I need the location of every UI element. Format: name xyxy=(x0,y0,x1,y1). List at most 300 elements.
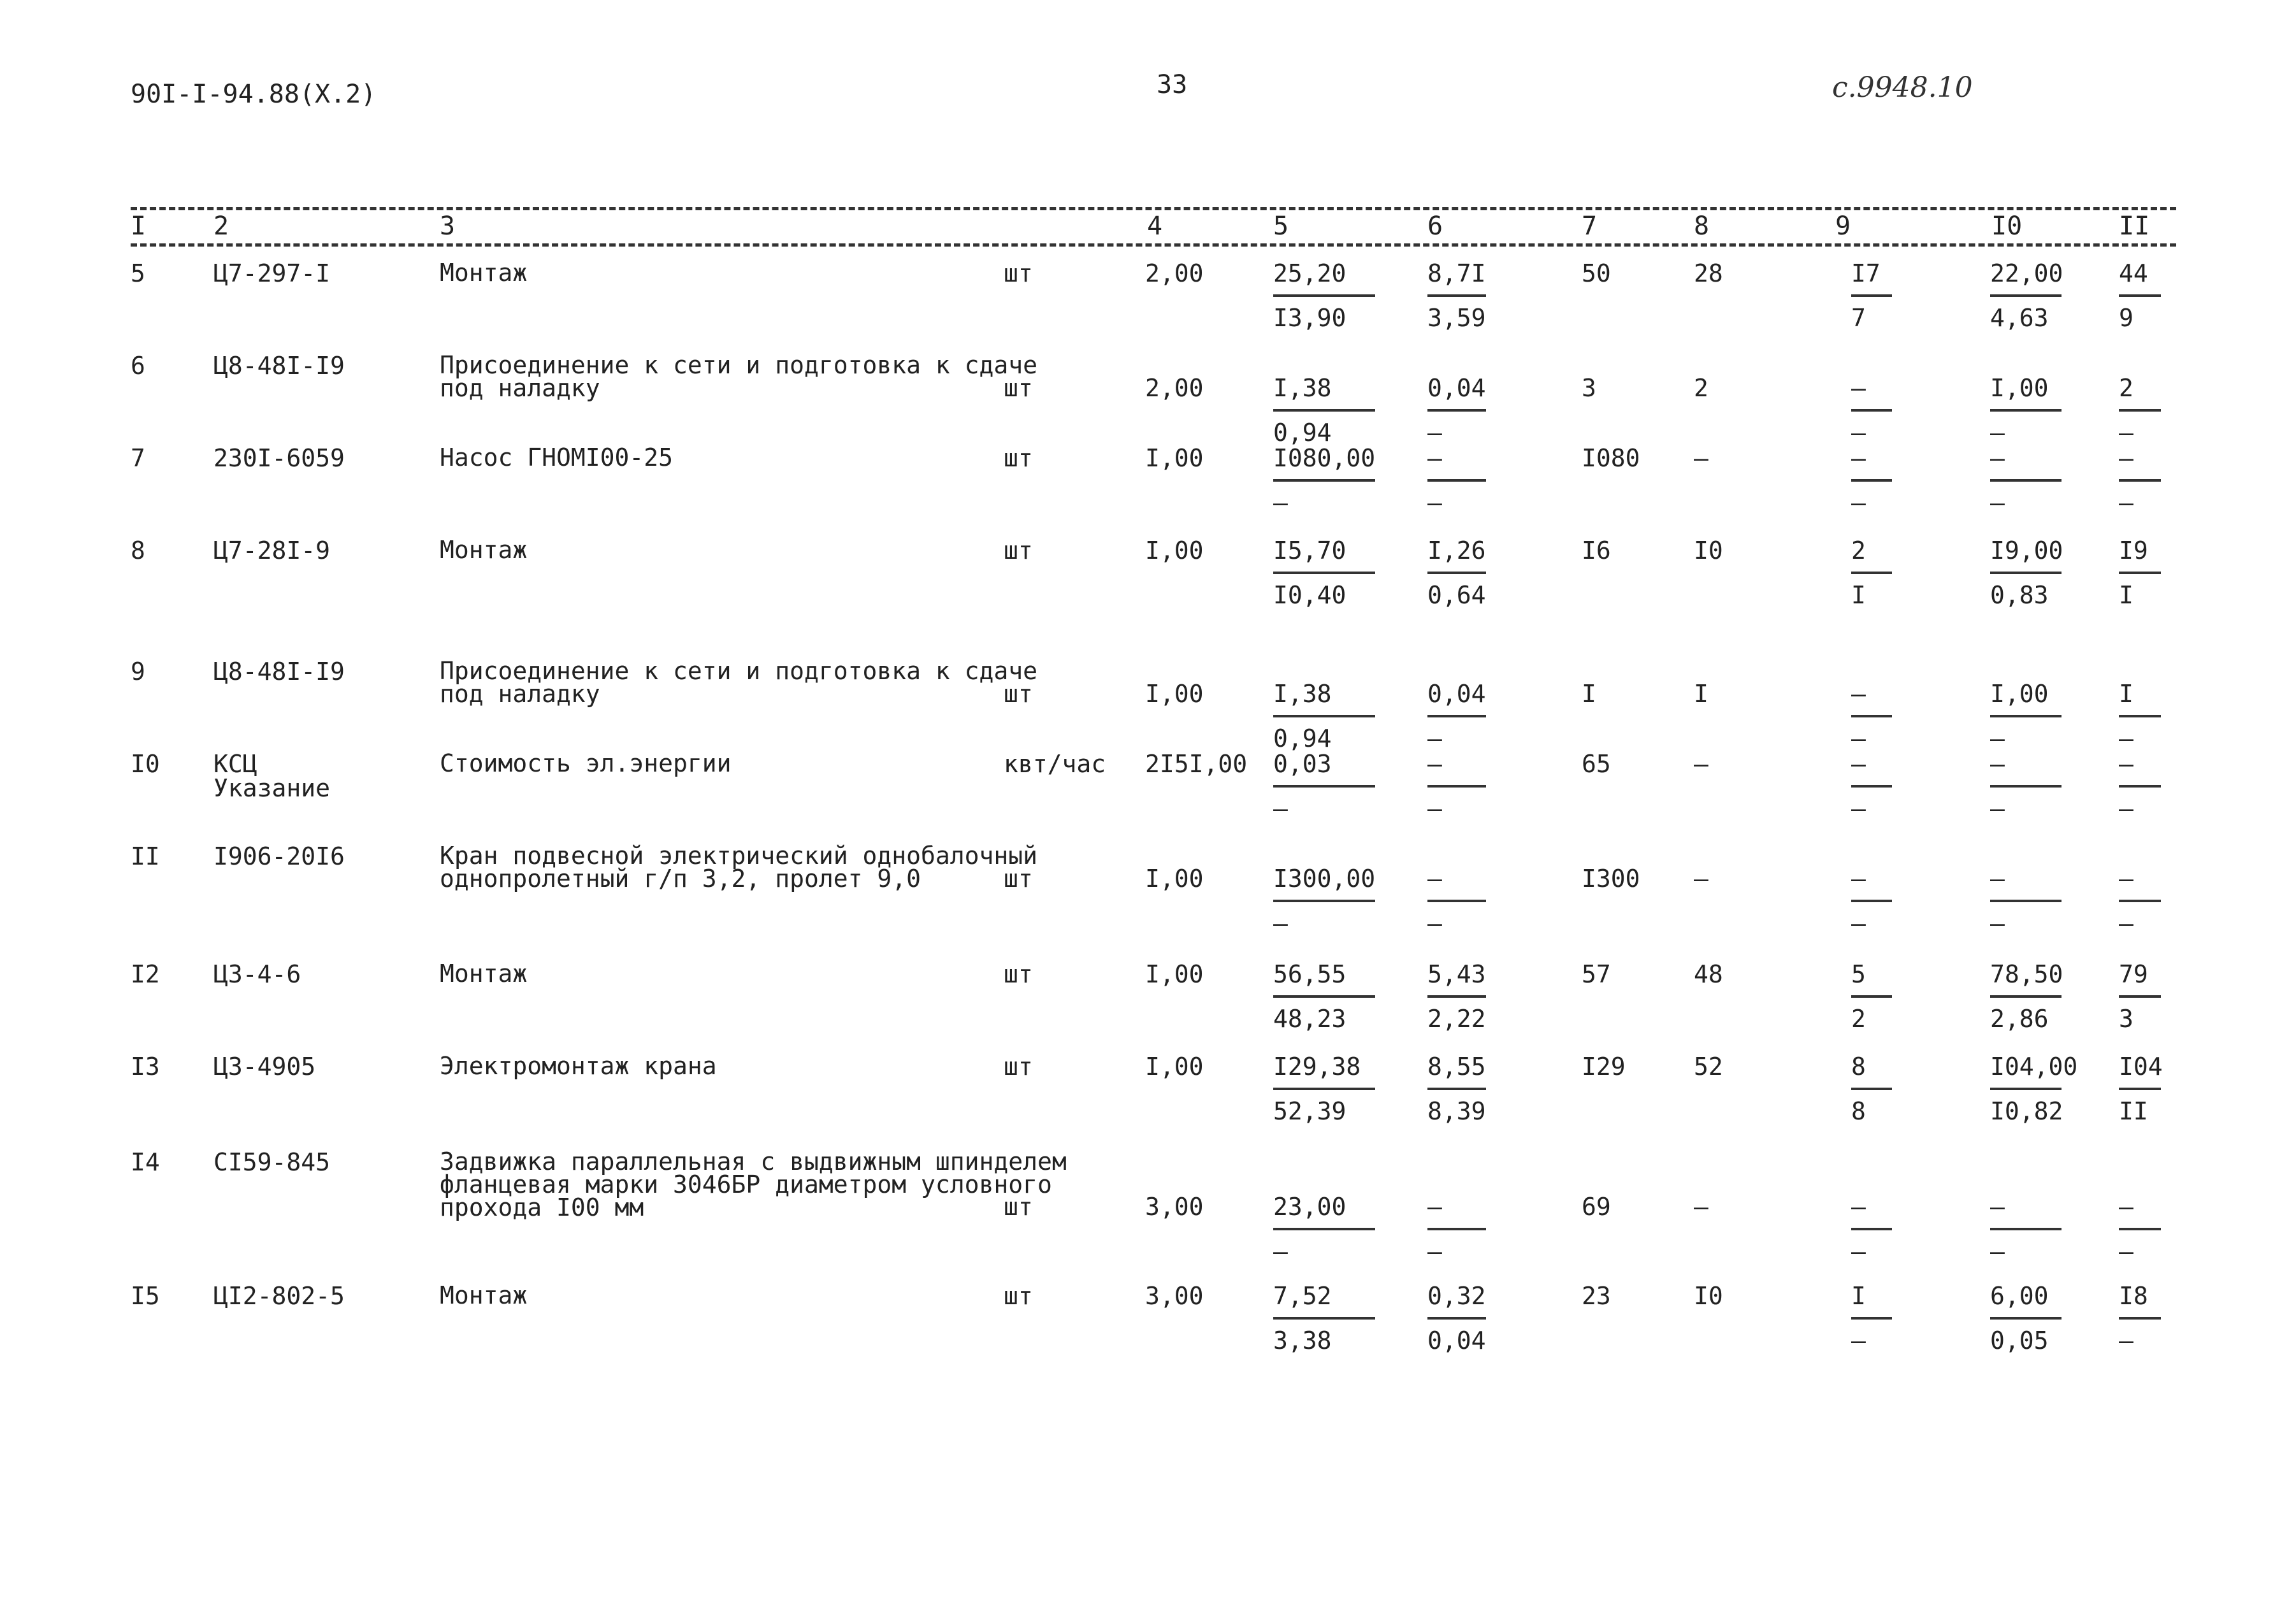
col10-value-bar xyxy=(1990,294,2061,297)
col11-value xyxy=(2119,752,2161,821)
col9-value-bar xyxy=(1851,572,1892,574)
col9-value xyxy=(1851,446,1892,515)
item-code: I906-20I6 xyxy=(213,842,345,870)
description-line: Монтаж xyxy=(440,1281,528,1309)
col6-value xyxy=(1427,1054,1486,1123)
col11-value-denominator: I xyxy=(2119,581,2134,609)
row-number: I4 xyxy=(131,1148,160,1176)
col10-value xyxy=(1990,261,2061,330)
col11-value-numerator: – xyxy=(2119,750,2134,778)
item-code: Ц7-297-I xyxy=(213,259,331,287)
col9-value-bar xyxy=(1851,479,1892,482)
col11-value xyxy=(2119,682,2161,751)
col9-value-denominator: – xyxy=(1851,1237,1866,1265)
row-number: 9 xyxy=(131,658,145,686)
description-line: Задвижка параллельная с выдвижным шпинделем xyxy=(440,1148,1067,1176)
col5-value-bar xyxy=(1273,1317,1375,1320)
col6-value xyxy=(1427,446,1486,515)
col5-value-denominator: I3,90 xyxy=(1273,304,1347,332)
item-description xyxy=(440,842,1037,893)
col11-value-bar xyxy=(2119,294,2161,297)
col9-value-denominator: – xyxy=(1851,909,1866,937)
col11-value xyxy=(2119,1054,2161,1123)
col5-value xyxy=(1273,867,1375,935)
col9-value-denominator: – xyxy=(1851,795,1866,823)
description-line: Электромонтаж крана xyxy=(440,1052,717,1080)
row-number: I0 xyxy=(131,750,160,778)
column-header-10: I0 xyxy=(1991,212,2023,241)
quantity: 2,00 xyxy=(1145,374,1204,402)
col9-value xyxy=(1851,1284,1892,1353)
col9-value-bar xyxy=(1851,409,1892,412)
header-bottom-rule xyxy=(131,243,2176,247)
col11-value-numerator: I8 xyxy=(2119,1282,2148,1310)
col11-value xyxy=(2119,962,2161,1031)
row-number: 7 xyxy=(131,444,145,472)
col5-value-denominator: – xyxy=(1273,1237,1288,1265)
col10-value-bar xyxy=(1990,1088,2061,1090)
col6-value-bar xyxy=(1427,900,1486,902)
col6-value-numerator: – xyxy=(1427,1193,1442,1221)
column-header-2: 2 xyxy=(213,212,229,241)
col6-value-numerator: 5,43 xyxy=(1427,960,1486,988)
unit: квт/час xyxy=(1004,750,1106,778)
col9-value-bar xyxy=(1851,294,1892,297)
col10-value xyxy=(1990,538,2061,607)
col5-value xyxy=(1273,376,1375,445)
col9-value-numerator: I7 xyxy=(1851,259,1881,287)
col9-value-numerator: – xyxy=(1851,750,1866,778)
col6-value-numerator: 8,55 xyxy=(1427,1053,1486,1081)
col6-value-bar xyxy=(1427,1088,1486,1090)
col10-value-bar xyxy=(1990,409,2061,412)
col11-value-denominator: – xyxy=(2119,419,2134,447)
col5-value-bar xyxy=(1273,900,1375,902)
col5-value-bar xyxy=(1273,479,1375,482)
column-header-4: 4 xyxy=(1147,212,1163,241)
col6-value-denominator: 0,04 xyxy=(1427,1327,1486,1355)
col5-value-bar xyxy=(1273,995,1375,998)
col11-value-denominator: – xyxy=(2119,1327,2134,1355)
col5-value-bar xyxy=(1273,572,1375,574)
col10-value-denominator: – xyxy=(1990,909,2005,937)
col10-value xyxy=(1990,682,2061,751)
col6-value-bar xyxy=(1427,1228,1486,1230)
col5-value xyxy=(1273,538,1375,607)
col6-value-denominator: – xyxy=(1427,419,1442,447)
col11-value-numerator: – xyxy=(2119,1193,2134,1221)
item-description xyxy=(440,536,528,564)
col8-value: – xyxy=(1694,865,1708,893)
col11-value-denominator: – xyxy=(2119,795,2134,823)
unit: шт xyxy=(1004,680,1033,708)
col9-value-denominator: – xyxy=(1851,489,1866,517)
col5-value-bar xyxy=(1273,715,1375,717)
col11-value-denominator: II xyxy=(2119,1097,2148,1125)
col10-value xyxy=(1990,1053,2078,1125)
col6-value xyxy=(1427,376,1486,445)
col6-value xyxy=(1427,1195,1486,1263)
col10-value-denominator: – xyxy=(1990,419,2005,447)
col9-value xyxy=(1851,1195,1892,1263)
col8-value: I xyxy=(1694,680,1708,708)
col10-value-numerator: 22,00 xyxy=(1990,259,2063,287)
col9-value-denominator: I xyxy=(1851,581,1866,609)
col10-value-numerator: – xyxy=(1990,1193,2005,1221)
description-line: Монтаж xyxy=(440,536,528,564)
col10-value-bar xyxy=(1990,572,2061,574)
col11-value-bar xyxy=(2119,1088,2161,1090)
col5-value-denominator: 0,94 xyxy=(1273,419,1332,447)
col10-value-denominator: I0,82 xyxy=(1990,1097,2063,1125)
col5-value-denominator: – xyxy=(1273,795,1288,823)
col9-value-bar xyxy=(1851,785,1892,788)
col7-value: 69 xyxy=(1582,1193,1611,1221)
quantity: I,00 xyxy=(1145,960,1204,988)
col6-value-denominator: 3,59 xyxy=(1427,304,1486,332)
col9-value-numerator: – xyxy=(1851,680,1866,708)
col5-value xyxy=(1273,962,1375,1031)
col11-value-bar xyxy=(2119,479,2161,482)
column-header-8: 8 xyxy=(1694,212,1710,241)
col11-value xyxy=(2119,1195,2161,1263)
item-description xyxy=(440,1150,1067,1219)
item-description xyxy=(440,657,1037,708)
quantity: 3,00 xyxy=(1145,1193,1204,1221)
col10-value-denominator: – xyxy=(1990,1237,2005,1265)
description-line: под наладку xyxy=(440,374,600,402)
col5-value-numerator: 56,55 xyxy=(1273,960,1347,988)
col11-value-numerator: I xyxy=(2119,680,2134,708)
col9-value-denominator: – xyxy=(1851,419,1866,447)
col11-value xyxy=(2119,867,2161,935)
item-description xyxy=(440,1052,717,1080)
unit: шт xyxy=(1004,1053,1033,1081)
col5-value-numerator: I,38 xyxy=(1273,374,1332,402)
col7-value: 3 xyxy=(1582,374,1596,402)
col6-value-numerator: 0,04 xyxy=(1427,680,1486,708)
col6-value-bar xyxy=(1427,409,1486,412)
col11-value-denominator: 9 xyxy=(2119,304,2134,332)
row-number: II xyxy=(131,842,160,870)
col9-value-denominator: 8 xyxy=(1851,1097,1866,1125)
item-description xyxy=(440,960,528,988)
col10-value-numerator: – xyxy=(1990,750,2005,778)
description-line: Насос ГНОМI00-25 xyxy=(440,443,674,471)
col6-value-numerator: 0,04 xyxy=(1427,374,1486,402)
col6-value-denominator: 2,22 xyxy=(1427,1005,1486,1033)
description-line: прохода I00 мм xyxy=(440,1193,644,1221)
row-number: 6 xyxy=(131,352,145,380)
col9-value-denominator: 7 xyxy=(1851,304,1866,332)
col9-value-numerator: 5 xyxy=(1851,960,1866,988)
col7-value: I6 xyxy=(1582,536,1611,565)
item-description xyxy=(440,749,732,777)
column-header-5: 5 xyxy=(1273,212,1289,241)
col11-value-numerator: 2 xyxy=(2119,374,2134,402)
col10-value-bar xyxy=(1990,1317,2061,1320)
col9-value-bar xyxy=(1851,1228,1892,1230)
col7-value: I xyxy=(1582,680,1596,708)
col6-value-bar xyxy=(1427,995,1486,998)
unit: шт xyxy=(1004,259,1033,287)
col6-value-bar xyxy=(1427,1317,1486,1320)
col9-value-denominator: – xyxy=(1851,1327,1866,1355)
col11-value xyxy=(2119,1284,2161,1353)
item-code-note: Указание xyxy=(213,774,331,802)
col10-value-bar xyxy=(1990,1228,2061,1230)
col11-value-bar xyxy=(2119,1228,2161,1230)
col6-value-bar xyxy=(1427,479,1486,482)
col6-value xyxy=(1427,752,1486,821)
handwritten-mark: с.9948.10 xyxy=(1832,71,1973,104)
quantity: 3,00 xyxy=(1145,1282,1204,1310)
col5-value-denominator: – xyxy=(1273,489,1288,517)
item-code: Ц3-4905 xyxy=(213,1053,316,1081)
col10-value xyxy=(1990,1284,2061,1353)
col8-value: – xyxy=(1694,750,1708,778)
col11-value-numerator: I04 xyxy=(2119,1053,2163,1081)
col10-value-denominator: 2,86 xyxy=(1990,1005,2049,1033)
col8-value: 2 xyxy=(1694,374,1708,402)
col5-value-bar xyxy=(1273,409,1375,412)
col5-value-numerator: I300,00 xyxy=(1273,865,1376,893)
description-line: Монтаж xyxy=(440,259,528,287)
col11-value-bar xyxy=(2119,409,2161,412)
col7-value: 57 xyxy=(1582,960,1611,988)
col11-value-bar xyxy=(2119,715,2161,717)
col11-value-bar xyxy=(2119,900,2161,902)
col5-value-numerator: 23,00 xyxy=(1273,1193,1347,1221)
row-number: I5 xyxy=(131,1282,160,1310)
col11-value-numerator: – xyxy=(2119,444,2134,472)
item-code: ЦI2-802-5 xyxy=(213,1282,345,1310)
col5-value-denominator: 48,23 xyxy=(1273,1005,1347,1033)
item-description xyxy=(440,259,528,287)
col6-value-numerator: – xyxy=(1427,865,1442,893)
col9-value-bar xyxy=(1851,1088,1892,1090)
col10-value-denominator: – xyxy=(1990,489,2005,517)
row-number: I3 xyxy=(131,1053,160,1081)
col9-value-bar xyxy=(1851,1317,1892,1320)
col6-value-bar xyxy=(1427,785,1486,788)
col9-value-numerator: – xyxy=(1851,865,1866,893)
col6-value-numerator: – xyxy=(1427,750,1442,778)
col9-value-bar xyxy=(1851,715,1892,717)
col7-value: I300 xyxy=(1582,865,1640,893)
col9-value-denominator: – xyxy=(1851,724,1866,752)
item-code: Ц8-48I-I9 xyxy=(213,658,345,686)
col6-value-bar xyxy=(1427,294,1486,297)
col11-value-bar xyxy=(2119,995,2161,998)
col10-value xyxy=(1990,446,2061,515)
col10-value-numerator: I9,00 xyxy=(1990,536,2063,565)
col9-value-numerator: – xyxy=(1851,374,1866,402)
col7-value: 50 xyxy=(1582,259,1611,287)
col5-value xyxy=(1273,682,1375,751)
col6-value-numerator: 0,32 xyxy=(1427,1282,1486,1310)
col9-value-numerator: 2 xyxy=(1851,536,1866,565)
col9-value-bar xyxy=(1851,995,1892,998)
col6-value-denominator: 8,39 xyxy=(1427,1097,1486,1125)
unit: шт xyxy=(1004,1282,1033,1310)
col6-value xyxy=(1427,962,1486,1031)
col10-value xyxy=(1990,376,2061,445)
col5-value-numerator: 0,03 xyxy=(1273,750,1332,778)
quantity: I,00 xyxy=(1145,1053,1204,1081)
item-description xyxy=(440,443,674,471)
col10-value-denominator: 0,83 xyxy=(1990,581,2049,609)
col11-value-bar xyxy=(2119,572,2161,574)
column-header-7: 7 xyxy=(1582,212,1598,241)
col5-value-numerator: I29,38 xyxy=(1273,1053,1361,1081)
col11-value-denominator: 3 xyxy=(2119,1005,2134,1033)
col6-value-denominator: – xyxy=(1427,724,1442,752)
col5-value-denominator: 3,38 xyxy=(1273,1327,1332,1355)
col11-value-numerator: 44 xyxy=(2119,259,2148,287)
col9-value xyxy=(1851,962,1892,1031)
col11-value xyxy=(2119,446,2161,515)
col5-value xyxy=(1273,752,1375,821)
quantity: I,00 xyxy=(1145,680,1204,708)
unit: шт xyxy=(1004,960,1033,988)
col10-value-bar xyxy=(1990,995,2061,998)
col10-value-numerator: I04,00 xyxy=(1990,1053,2078,1081)
col9-value-numerator: – xyxy=(1851,444,1866,472)
col10-value xyxy=(1990,867,2061,935)
item-description xyxy=(440,351,1037,402)
col5-value xyxy=(1273,1195,1375,1263)
col6-value-numerator: I,26 xyxy=(1427,536,1486,565)
col5-value-denominator: 0,94 xyxy=(1273,724,1332,752)
unit: шт xyxy=(1004,865,1033,893)
col6-value-bar xyxy=(1427,572,1486,574)
quantity: I,00 xyxy=(1145,536,1204,565)
quantity: I,00 xyxy=(1145,444,1204,472)
col10-value-denominator: 0,05 xyxy=(1990,1327,2049,1355)
col9-value-numerator: I xyxy=(1851,1282,1866,1310)
quantity: 2,00 xyxy=(1145,259,1204,287)
col8-value: 48 xyxy=(1694,960,1723,988)
item-code: КСЦ xyxy=(213,750,257,778)
col10-value xyxy=(1990,1195,2061,1263)
col5-value xyxy=(1273,1054,1375,1123)
page-number: 33 xyxy=(1157,70,1188,99)
col10-value-bar xyxy=(1990,715,2061,717)
row-number: 5 xyxy=(131,259,145,287)
col11-value-bar xyxy=(2119,1317,2161,1320)
col10-value xyxy=(1990,962,2061,1031)
col6-value-bar xyxy=(1427,715,1486,717)
col6-value-denominator: – xyxy=(1427,1237,1442,1265)
col6-value-denominator: – xyxy=(1427,909,1442,937)
item-code: Ц8-48I-I9 xyxy=(213,352,345,380)
col9-value-bar xyxy=(1851,900,1892,902)
col5-value-denominator: 52,39 xyxy=(1273,1097,1347,1125)
quantity: 2I5I,00 xyxy=(1145,750,1248,778)
col11-value-denominator: – xyxy=(2119,489,2134,517)
col6-value-denominator: – xyxy=(1427,795,1442,823)
col10-value-numerator: 78,50 xyxy=(1990,960,2063,988)
item-code: СI59-845 xyxy=(213,1148,331,1176)
col9-value xyxy=(1851,867,1892,935)
description-line: Присоединение к сети и подготовка к сдаче xyxy=(440,351,1037,379)
col11-value xyxy=(2119,538,2161,607)
col5-value-numerator: I080,00 xyxy=(1273,444,1376,472)
col5-value-numerator: I5,70 xyxy=(1273,536,1347,565)
col11-value xyxy=(2119,261,2161,330)
col8-value: I0 xyxy=(1694,536,1723,565)
col10-value-bar xyxy=(1990,479,2061,482)
col8-value: – xyxy=(1694,1193,1708,1221)
col6-value-denominator: – xyxy=(1427,489,1442,517)
col9-value xyxy=(1851,261,1892,330)
col5-value-bar xyxy=(1273,785,1375,788)
row-number: I2 xyxy=(131,960,160,988)
column-header-3: 3 xyxy=(440,212,456,241)
col10-value-numerator: – xyxy=(1990,865,2005,893)
col9-value-numerator: 8 xyxy=(1851,1053,1866,1081)
col7-value: I29 xyxy=(1582,1053,1626,1081)
col11-value-numerator: – xyxy=(2119,865,2134,893)
col9-value xyxy=(1851,682,1892,751)
col10-value-numerator: 6,00 xyxy=(1990,1282,2049,1310)
col5-value-denominator: – xyxy=(1273,909,1288,937)
document-code: 90I-I-94.88(X.2) xyxy=(131,80,377,109)
item-description xyxy=(440,1281,528,1309)
col11-value-numerator: I9 xyxy=(2119,536,2148,565)
col8-value: – xyxy=(1694,444,1708,472)
col10-value-denominator: – xyxy=(1990,724,2005,752)
description-line: Монтаж xyxy=(440,960,528,988)
col9-value xyxy=(1851,376,1892,445)
col9-value xyxy=(1851,1054,1892,1123)
col5-value-numerator: 7,52 xyxy=(1273,1282,1332,1310)
col11-value xyxy=(2119,376,2161,445)
column-header-11: II xyxy=(2119,212,2150,241)
item-code: Ц7-28I-9 xyxy=(213,536,331,565)
header-top-rule xyxy=(131,207,2176,210)
col10-value-numerator: I,00 xyxy=(1990,374,2049,402)
col5-value-numerator: 25,20 xyxy=(1273,259,1347,287)
col5-value xyxy=(1273,1284,1375,1353)
col6-value xyxy=(1427,867,1486,935)
col8-value: 52 xyxy=(1694,1053,1723,1081)
unit: шт xyxy=(1004,536,1033,565)
col10-value-numerator: – xyxy=(1990,444,2005,472)
description-line: фланцевая марки 3046БР диаметром условного xyxy=(440,1170,1052,1198)
col9-value xyxy=(1851,752,1892,821)
col9-value-denominator: 2 xyxy=(1851,1005,1866,1033)
col10-value-bar xyxy=(1990,785,2061,788)
col5-value xyxy=(1273,261,1375,330)
col6-value-numerator: 8,7I xyxy=(1427,259,1486,287)
col10-value-denominator: – xyxy=(1990,795,2005,823)
col10-value-denominator: 4,63 xyxy=(1990,304,2049,332)
unit: шт xyxy=(1004,374,1033,402)
column-header-6: 6 xyxy=(1427,212,1443,241)
description-line: Кран подвесной электрический однобалочный xyxy=(440,842,1037,870)
col6-value xyxy=(1427,538,1486,607)
description-line: Стоимость эл.энергии xyxy=(440,749,732,777)
col8-value: I0 xyxy=(1694,1282,1723,1310)
description-line: однопролетный г/п 3,2, пролет 9,0 xyxy=(440,865,921,893)
col5-value xyxy=(1273,446,1375,515)
description-line: под наладку xyxy=(440,680,600,708)
col9-value-numerator: – xyxy=(1851,1193,1866,1221)
item-code: Ц3-4-6 xyxy=(213,960,301,988)
col10-value-numerator: I,00 xyxy=(1990,680,2049,708)
